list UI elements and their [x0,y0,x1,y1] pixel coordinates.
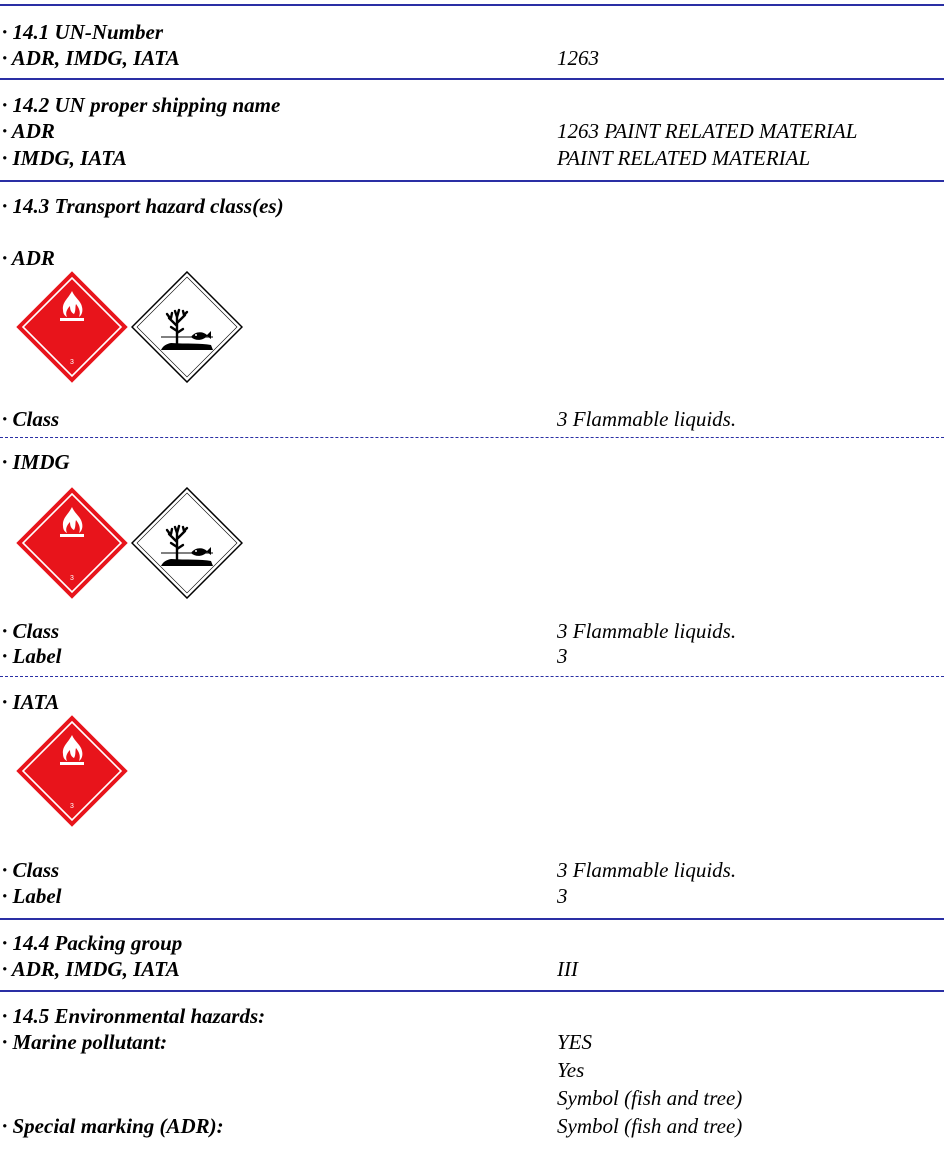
marine-pollutant-label: · Marine pollutant: [2,1030,168,1054]
section-divider [0,180,944,182]
imdg-label-label: · Label [2,644,62,668]
flammable-liquid-icon [16,487,128,599]
section-14-4-heading: · 14.4 Packing group [2,931,183,955]
packing-group-label: · ADR, IMDG, IATA [2,957,180,981]
packing-group-value: III [557,957,578,981]
section-divider [0,990,944,992]
subsection-divider [0,437,944,438]
flammable-liquid-icon [16,715,128,827]
section-divider [0,918,944,920]
shipping-name-adr-value: 1263 PAINT RELATED MATERIAL [557,119,858,143]
environment-hazard-icon [131,487,243,599]
shipping-name-adr-label: · ADR [2,119,55,143]
shipping-name-imdg-iata-value: PAINT RELATED MATERIAL [557,146,811,170]
section-14-3-heading: · 14.3 Transport hazard class(es) [2,194,284,218]
section-14-5-heading: · 14.5 Environmental hazards: [2,1004,266,1028]
flammable-liquid-icon [16,271,128,383]
special-marking-label: · Special marking (ADR): [2,1114,224,1138]
section-14-2-heading: · 14.2 UN proper shipping name [2,93,281,117]
adr-class-label: · Class [2,407,60,431]
iata-class-label: · Class [2,858,60,882]
shipping-name-imdg-iata-label: · IMDG, IATA [2,146,127,170]
un-number-value: 1263 [557,46,599,70]
iata-label-label: · Label [2,884,62,908]
imdg-label-value: 3 [557,644,568,668]
iata-subheading: · IATA [2,690,60,714]
marine-pollutant-value: YES [557,1030,593,1054]
special-marking-value: Symbol (fish and tree) [557,1114,743,1138]
iata-label-value: 3 [557,884,568,908]
environment-hazard-icon [131,271,243,383]
imdg-class-label: · Class [2,619,60,643]
adr-class-value: 3 Flammable liquids. [557,407,737,431]
subsection-divider [0,676,944,677]
section-divider [0,4,944,6]
environmental-hazard-value: Yes [557,1058,585,1082]
imdg-subheading: · IMDG [2,450,70,474]
imdg-class-value: 3 Flammable liquids. [557,619,737,643]
environmental-symbol-value: Symbol (fish and tree) [557,1086,743,1110]
section-14-1-heading: · 14.1 UN-Number [2,20,163,44]
adr-subheading: · ADR [2,246,55,270]
un-number-label: · ADR, IMDG, IATA [2,46,180,70]
section-divider [0,78,944,80]
iata-class-value: 3 Flammable liquids. [557,858,737,882]
